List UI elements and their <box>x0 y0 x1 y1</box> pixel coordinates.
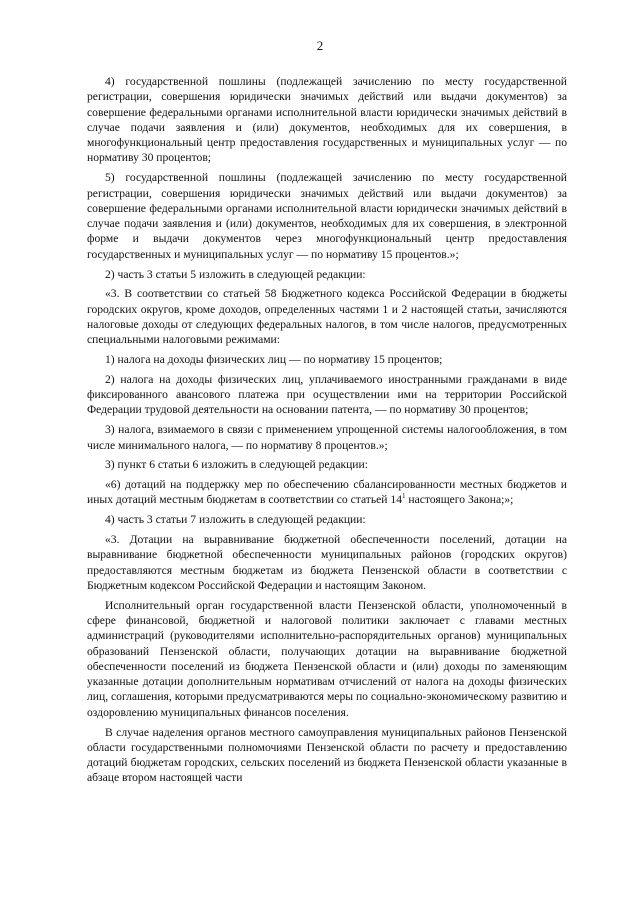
superscript: 1 <box>402 492 406 501</box>
document-body <box>87 74 567 790</box>
page-number: 2 <box>316 38 324 53</box>
paragraph: «3. Дотации на выравнивание бюджетной обеспеченности поселений, дотации на выравнивание бюджетной обеспеченности муниципальных районов (городских округов) предоставляются местным бюджетам из бюджета Пензенской области в соответствии с Бюджетным кодексом Российской Федерации и настоящим Законом. <box>87 533 567 592</box>
paragraph <box>87 477 567 508</box>
paragraph: 2) налога на доходы физических лиц, уплачиваемого иностранными гражданами в виде фиксированного авансового платежа при осуществлении ими на территории Российской Федерации трудовой деятельности на основании патента, — по нормативу 30 процентов; <box>87 372 567 417</box>
paragraph: В случае наделения органов местного самоуправления муниципальных районов Пензенской области государственными полномочиями Пензенской области по расчету и предоставлению дотаций бюджетам городских, сельских поселений из бюджета Пензенской области указанные в абзаце втором настоящей части <box>87 725 567 785</box>
paragraph: 4) часть 3 статьи 7 изложить в следующей редакции: <box>105 513 366 527</box>
paragraph: 3) налога, взимаемого в связи с применением упрощенной системы налогообложения, в том числе минимального налога, — по нормативу 8 процентов.»; <box>87 423 567 452</box>
paragraph: 2) часть 3 статьи 5 изложить в следующей редакции: <box>105 267 366 281</box>
paragraph: Исполнительный орган государственной власти Пензенской области, уполномоченный в сфере финансовой, бюджетной и налоговой политики заключает с главами местных администраций (руководителями исполнительно-распорядительных органов) муниципальных образований Пензенской области, получающих дотации на выравнивание бюджетной обеспеченности поселений из бюджета Пензенской области и (или) доходы по заменяющим указанные дотации дополнительным нормативам отчислений от налога на доходы физических лиц, соглашения, которыми предусматриваются меры по социально-экономическому развитию и оздоровлению муниципальных финансов поселения. <box>87 598 567 719</box>
paragraph-text: «6) дотаций на поддержку мер по обеспечению сбалансированности местных бюджетов и иных дотаций местным бюджетам в соответствии со статьей 14 <box>87 478 567 507</box>
paragraph: 3) пункт 6 статьи 6 изложить в следующей редакции: <box>105 458 368 472</box>
paragraph: 4) государственной пошлины (подлежащей зачислению по месту государственной регистрации, совершения юридически значимых действий или выдачи документов) за совершение федеральными органами исполнительной власти юридически значимых действий в случае подачи заявления и (или) документов, необходимых для их совершения, в многофункциональный центр предоставления государственных и муниципальных услуг — по нормативу 30 процентов; <box>87 75 567 165</box>
paragraph: 5) государственной пошлины (подлежащей зачислению по месту государственной регистрации, совершения юридически значимых действий или выдачи документов) за совершение федеральными органами исполнительной власти юридически значимых действий в случае подачи заявления и (или) документов, необходимых для их совершения, в электронной форме и выдачи документов через многофункциональный центр предоставления государственных и муниципальных услуг — по нормативу 15 процентов.»; <box>87 171 567 261</box>
paragraph-text: настоящего Закона;»; <box>405 493 514 507</box>
paragraph: «3. В соответствии со статьей 58 Бюджетного кодекса Российской Федерации в бюджеты городских округов, кроме доходов, определенных частями 1 и 2 настоящей статьи, зачисляются налоговые доходы от следующих федеральных налогов, в том числе налогов, предусмотренных специальными налоговыми режимами: <box>87 287 567 347</box>
paragraph: 1) налога на доходы физических лиц — по нормативу 15 процентов; <box>105 353 443 367</box>
